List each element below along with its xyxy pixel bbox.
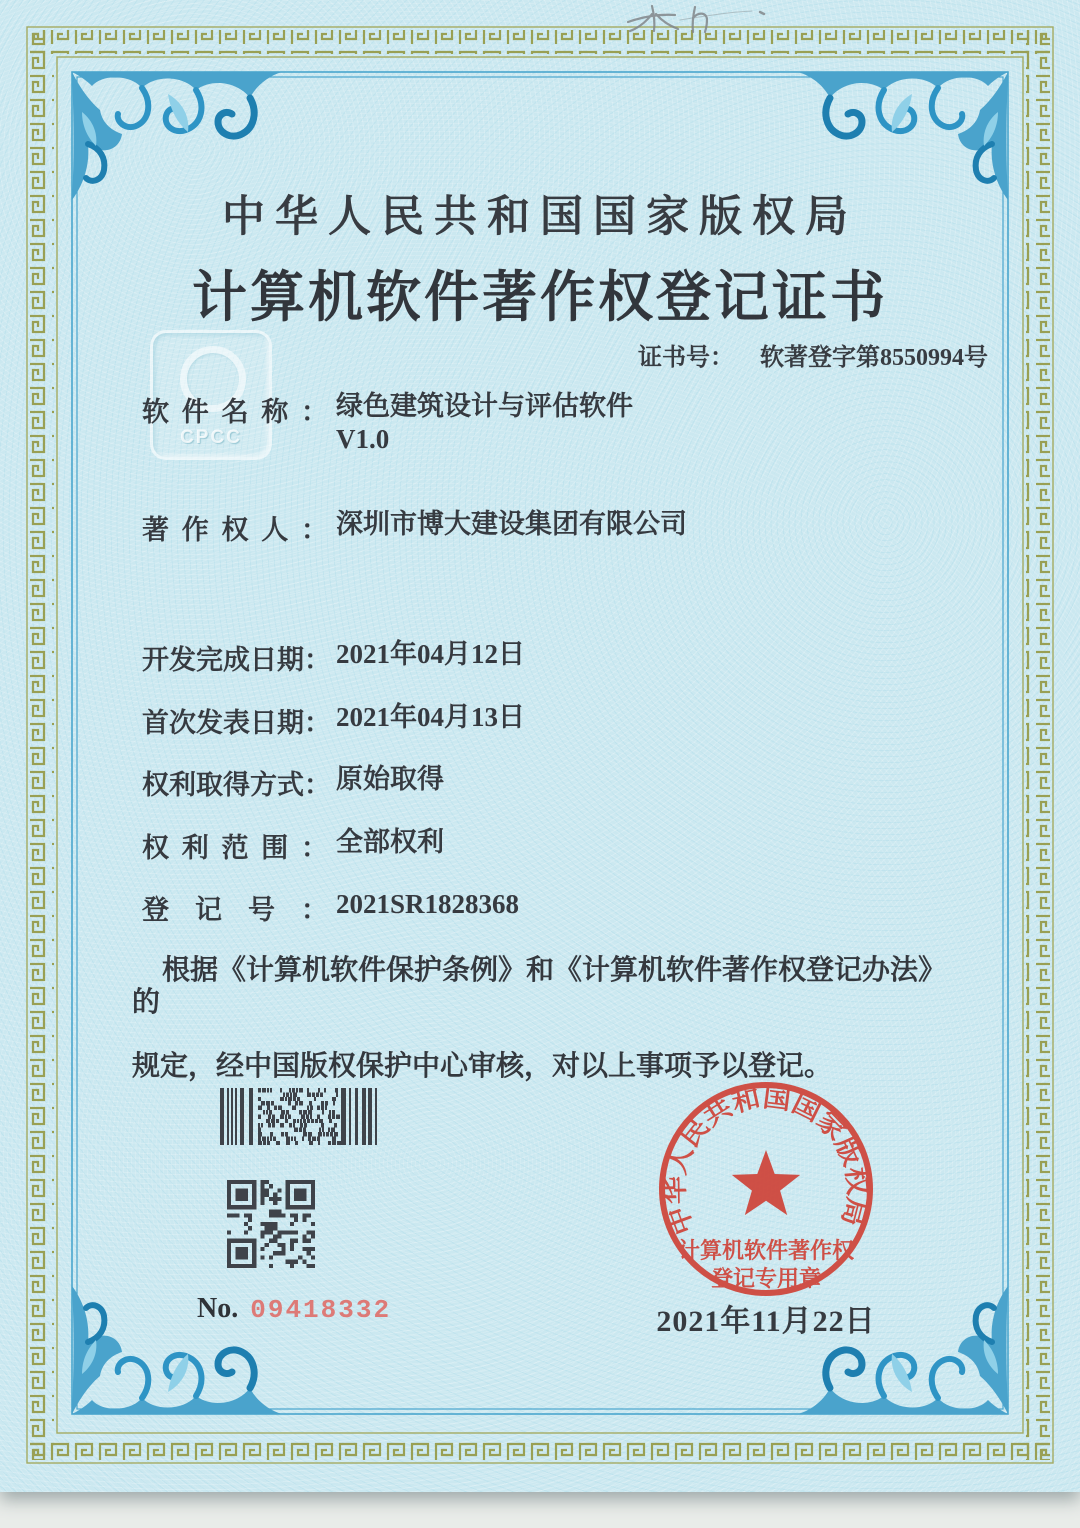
field-value: 2021SR1828368: [336, 889, 520, 919]
statement-line-1: 根据《计算机软件保护条例》和《计算机软件著作权登记办法》的: [132, 955, 947, 1018]
certificate-number-line: [638, 337, 988, 372]
seal-ring-text: 中华人民共和国国家版权局: [660, 1083, 872, 1239]
field-label: 权利取得方式：: [142, 770, 331, 800]
field-value: 全部权利: [336, 827, 444, 857]
seal-star-icon: [732, 1150, 800, 1215]
field-first-publication-date: [142, 701, 525, 740]
seal-text-line1: 计算机软件著作权: [677, 1238, 855, 1263]
field-value: 深圳市博大建设集团有限公司: [336, 509, 687, 539]
official-seal: [649, 1072, 883, 1306]
field-label: 软件名称：: [142, 397, 328, 427]
field-label: 权利范围：: [142, 833, 328, 863]
field-label: 首次发表日期：: [142, 708, 331, 738]
field-software-name: [142, 390, 633, 456]
field-copyright-owner: [142, 508, 687, 547]
certificate-number-value: 软著登字第8550994号: [760, 345, 988, 371]
field-development-completed-date: [142, 638, 525, 677]
field-value: 2021年04月13日: [336, 702, 525, 732]
serial-number-label: No.: [197, 1293, 239, 1324]
field-registration-number: [142, 888, 519, 927]
field-label: 登记号：: [142, 895, 328, 925]
field-scope-of-rights: [142, 826, 444, 865]
field-value: 2021年04月12日: [336, 639, 525, 669]
certificate-title: 计算机软件著作权登记证书: [191, 267, 888, 328]
handwritten-mark: [600, 2, 780, 38]
field-value: [336, 390, 633, 456]
issue-date: 2021年11月22日: [656, 1305, 876, 1338]
registration-statement: [132, 955, 972, 1083]
field-label: 著作权人：: [142, 515, 328, 545]
field-right-acquisition-method: [142, 763, 444, 802]
issuing-authority-title: 中华人民共和国国家版权局: [222, 194, 858, 241]
qr-code: [227, 1180, 315, 1268]
software-version: V1.0: [336, 424, 390, 454]
serial-number-line: [197, 1293, 391, 1325]
statement-line-2: 规定，经中国版权保护中心审核，对以上事项予以登记。: [132, 1051, 833, 1082]
software-name-line1: 绿色建筑设计与评估软件: [336, 391, 633, 421]
seal-text-line2: 登记专用章: [710, 1266, 822, 1291]
certificate-number-label: 证书号：: [638, 345, 734, 371]
cpcc-watermark-text: CPCC: [180, 427, 242, 448]
field-value: 原始取得: [336, 764, 444, 794]
serial-number-value: 09418332: [250, 1295, 392, 1325]
field-label: 开发完成日期：: [142, 645, 331, 675]
barcode: [220, 1088, 377, 1145]
